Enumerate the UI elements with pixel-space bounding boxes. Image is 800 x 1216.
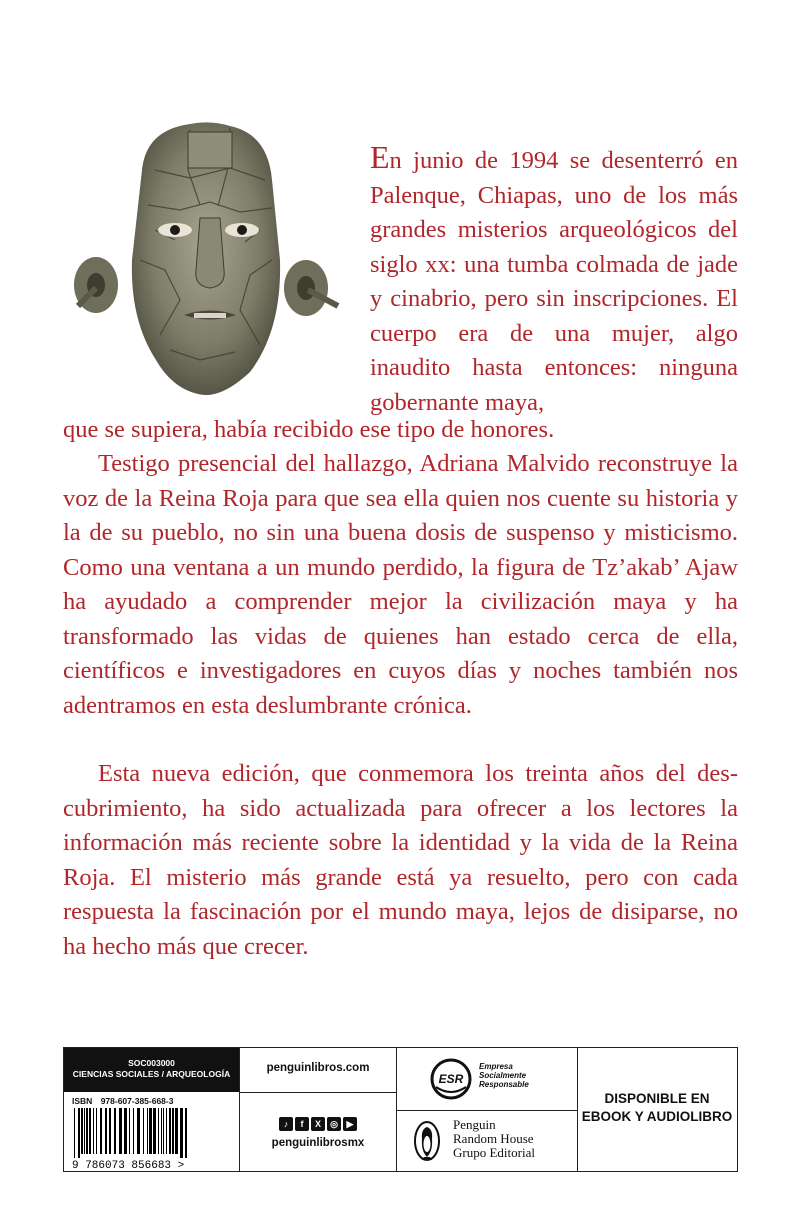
synopsis-paragraph-1-text: n junio de 1994 se desenterró en Palenque, Chiapas, uno de los más grandes misterios arqueológicos del siglo xx: una tumba colmada de jade y cinabrio, pero sin inscripciones. El cuerpo era de una mujer, algo inaudito hasta entonces: ninguna gobernante maya, — [370, 147, 738, 416]
barcode-bar — [89, 1108, 91, 1154]
barcode-bar — [137, 1108, 140, 1154]
barcode-bar — [158, 1108, 159, 1154]
penguin-logo-icon — [413, 1119, 441, 1163]
barcode-bar — [74, 1108, 75, 1158]
synopsis-paragraph-1-end: que se supiera, había recibido ese tipo de honores. — [63, 416, 555, 443]
barcode-bar — [180, 1108, 183, 1158]
synopsis-paragraph-3: Esta nueva edición, que conmemora los treinta años del descubrimiento, ha sido actualizada para ofrecer a los lectores la información más reciente sobre la identidad y la vida de la Reina Roja. El misterio más grande está ya resuelto, pero con cada respuesta la fascinación por el mundo maya, lejos de disiparse, no ha hecho más que crecer. — [63, 760, 738, 960]
barcode-bar — [124, 1108, 127, 1154]
availability-line-1: DISPONIBLE EN — [604, 1091, 710, 1106]
barcode-bar — [161, 1108, 162, 1154]
esr-logo-icon — [430, 1057, 472, 1101]
isbn-cell — [64, 1048, 240, 1171]
barcode-bar — [119, 1108, 122, 1154]
bisac-label: CIENCIAS SOCIALES / ARQUEOLOGÍA — [72, 1069, 231, 1079]
bisac-code: SOC003000 — [128, 1058, 175, 1068]
barcode-bar — [96, 1108, 97, 1154]
barcode-bar — [185, 1108, 187, 1158]
youtube-icon[interactable]: ▶ — [343, 1117, 357, 1131]
barcode-bar — [84, 1108, 85, 1154]
publisher-cell — [397, 1048, 578, 1171]
barcode-bar — [153, 1108, 156, 1154]
barcode-number: 9 786073 856683 > — [72, 1160, 185, 1170]
social-handle[interactable]: penguinlibrosmx — [271, 1137, 365, 1149]
barcode-bar — [149, 1108, 152, 1154]
barcode-bar — [166, 1108, 167, 1154]
synopsis-paragraph-1 — [370, 140, 738, 420]
web-cell — [240, 1048, 397, 1171]
barcode-bar — [109, 1108, 111, 1154]
barcode-bar — [172, 1108, 174, 1154]
synopsis-paragraph-2: Testigo presencial del hallazgo, Adriana Malvido reconstruye la voz de la Reina Roja para que sea ella quien nos cuente su historia y la de su pueblo, no sin una buena dosis de suspenso y misticismo. Como una ventana a un mundo perdido, la figura de Tz’akab’ Ajaw ha ayudado a comprender mejor la civilización maya y ha transformado las vidas de quienes han estado cerca de ella, científicos e investigadores en cuyos días y noches también nos adentramos en esta deslumbrante crónica. — [63, 450, 738, 719]
tiktok-icon[interactable]: ♪ — [279, 1117, 293, 1131]
bisac-block — [64, 1048, 239, 1092]
barcode-bar — [114, 1108, 116, 1154]
barcode-image — [70, 1108, 234, 1170]
esr-line-3: Responsable — [479, 1080, 529, 1089]
social-icons — [240, 1114, 396, 1132]
barcode-bar — [169, 1108, 171, 1154]
publisher-line-1: Penguin — [453, 1117, 496, 1132]
isbn-number: 978-607-385-668-3 — [100, 1096, 174, 1106]
publisher-line-3: Grupo Editorial — [453, 1145, 535, 1160]
facebook-icon[interactable]: f — [295, 1117, 309, 1131]
website-link[interactable]: penguinlibros.com — [266, 1062, 370, 1074]
x-icon[interactable]: X — [311, 1117, 325, 1131]
barcode-bar — [143, 1108, 144, 1154]
barcode-bar — [147, 1108, 148, 1154]
divider — [240, 1092, 396, 1093]
jade-mask-image — [60, 110, 360, 410]
barcode-bar — [86, 1108, 88, 1154]
barcode-bar — [81, 1108, 83, 1154]
publisher-line-2: Random House — [453, 1131, 534, 1146]
barcode-bar — [78, 1108, 80, 1158]
publisher-name — [453, 1118, 535, 1160]
barcode-bar — [163, 1108, 164, 1154]
esr-line-2: Socialmente — [479, 1071, 527, 1080]
isbn-line — [72, 1096, 179, 1106]
back-cover-info-bar — [63, 1047, 738, 1172]
esr-line-1: Empresa — [479, 1062, 513, 1071]
availability-cell — [578, 1048, 736, 1171]
esr-text — [479, 1062, 529, 1089]
divider — [397, 1110, 577, 1111]
isbn-label: ISBN — [72, 1096, 93, 1106]
barcode-bar — [133, 1108, 134, 1154]
drop-cap: E — [370, 139, 390, 175]
esr-abbr: ESR — [438, 1072, 464, 1086]
barcode-bar — [105, 1108, 107, 1154]
instagram-icon[interactable]: ◎ — [327, 1117, 341, 1131]
availability-note — [578, 1090, 736, 1126]
barcode-bar — [175, 1108, 178, 1154]
barcode-bar — [100, 1108, 102, 1154]
barcode-bar — [129, 1108, 130, 1154]
barcode-bar — [93, 1108, 94, 1154]
availability-line-2: EBOOK Y AUDIOLIBRO — [581, 1109, 733, 1124]
